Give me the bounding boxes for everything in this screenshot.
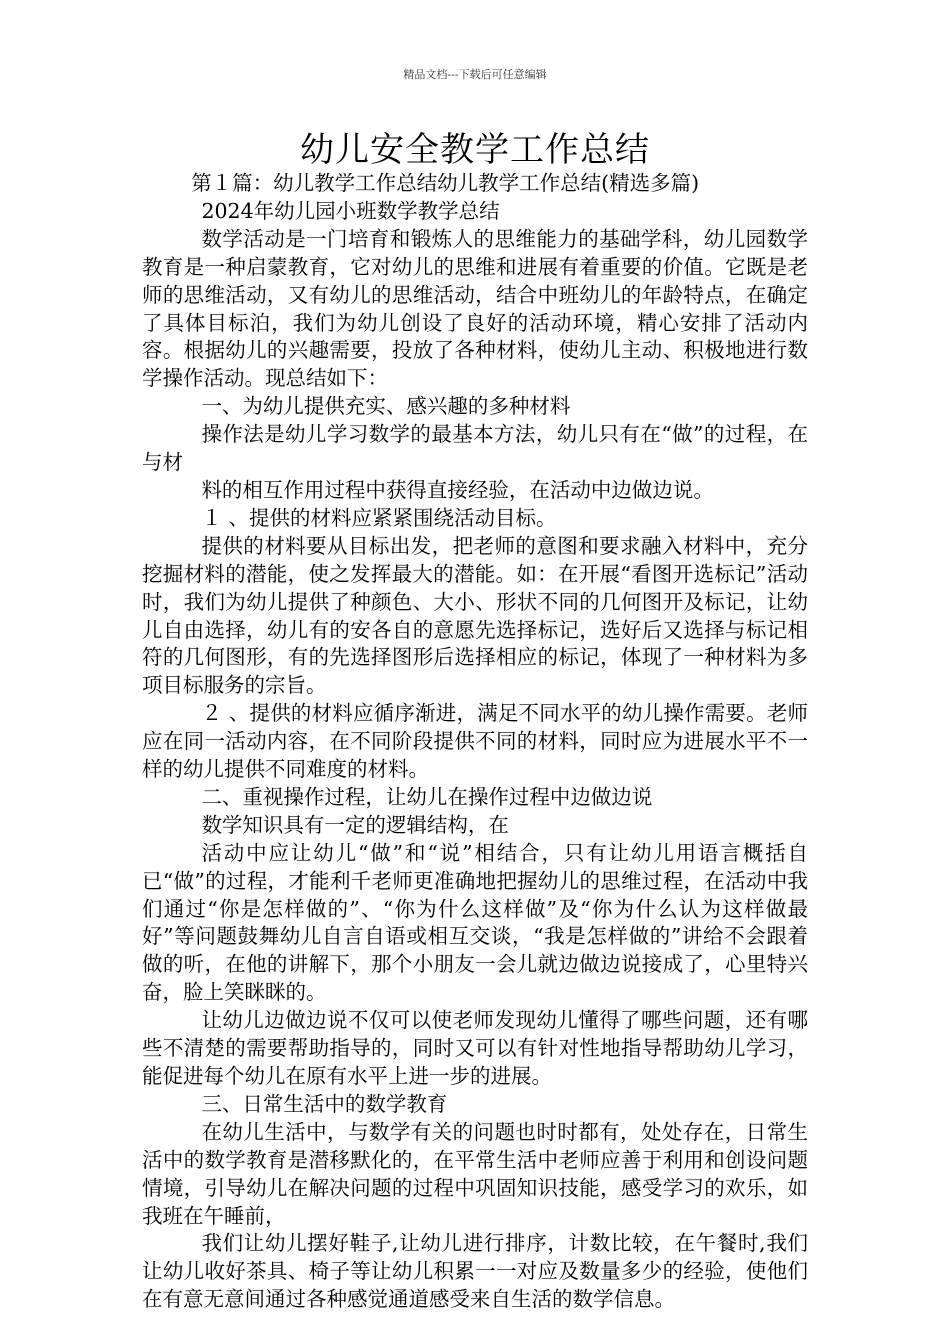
list-item-heading: １ 、提供的材料应紧紧围绕活动目标。 (201, 505, 557, 530)
section-heading: 一、为幼儿提供充实、感兴趣的多种材料 (201, 394, 571, 419)
chapter-heading: 第１篇：幼儿教学工作总结幼儿教学工作总结(精选多篇) (191, 171, 700, 195)
section-heading: 二、重视操作过程，让幼儿在操作过程中边做边说 (201, 784, 653, 809)
document-body (142, 170, 808, 1314)
page-header: 精品文档---下载后可任意编辑 (403, 68, 547, 81)
paragraph: 数学知识具有一定的逻辑结构，在 (201, 812, 509, 837)
paragraph: 料的相互作用过程中获得直接经验，在活动中边做边说。 (201, 477, 714, 502)
paragraph: 在幼儿生活中，与数学有关的问题也时时都有，处处存在，日常生活中的数学教育是潜移默化的，在平常生活中老师应善于利用和创设问题情境，引导幼儿在解决问题的过程中巩固知识技能，感受学习的欢乐，如我班在午睡前， (142, 1119, 808, 1228)
paragraph: ２ 、提供的材料应循序渐进，满足不同水平的幼儿操作需要。老师应在同一活动内容，在不同阶段提供不同的材料，同时应为进展水平不一样的幼儿提供不同难度的材料。 (142, 701, 808, 782)
paragraph: 提供的材料要从目标出发，把老师的意图和要求融入材料中，充分挖掘材料的潜能，使之发挥最大的潜能。如：在开展“看图开选标记”活动时，我们为幼儿提供了种颜色、大小、形状不同的几何图开及标记，让幼儿自由选择，幼儿有的安各自的意愿先选择标记，选好后又选择与标记相符的几何图形，有的先选择图形后选择相应的标记，体现了一种材料为多项目标服务的宗旨。 (142, 533, 808, 698)
document-title: 幼儿安全教学工作总结 (300, 130, 650, 170)
paragraph: 我们让幼儿摆好鞋子,让幼儿进行排序，计数比较，在午餐时,我们让幼儿收好茶具、椅子等让幼儿积累一一对应及数量多少的经验，使他们在有意无意间通过各种感觉通道感受来自生活的数学信息。 (142, 1231, 808, 1312)
paragraph: 数学活动是一门培育和锻炼人的思维能力的基础学科，幼儿园数学教育是一种启蒙教育，它对幼儿的思维和进展有着重要的价值。它既是老师的思维活动，又有幼儿的思维活动，结合中班幼儿的年龄特点，在确定了具体目标泊，我们为幼儿创设了良好的活动环境，精心安排了活动内容。根据幼儿的兴趣需要，投放了各种材料，使幼儿主动、积极地进行数学操作活动。现总结如下： (142, 226, 808, 391)
paragraph: 操作法是幼儿学习数学的最基本方法，幼儿只有在“做”的过程，在与材 (142, 422, 808, 475)
paragraph: 让幼儿边做边说不仅可以使老师发现幼儿懂得了哪些问题，还有哪些不清楚的需要帮助指导的，同时又可以有针对性地指导帮助幼儿学习，能促进每个幼儿在原有水平上进一步的进展。 (142, 1008, 808, 1088)
paragraph: 活动中应让幼儿“做”和“说”相结合，只有让幼儿用语言概括自已“做”的过程，才能利千老师更准确地把握幼儿的思维过程，在活动中我们通过“你是怎样做的”、“你为什么这样做”及“你为什么认为这样做最好”等问题鼓舞幼儿自言自语或相互交谈，“我是怎样做的”讲给不会跟着做的听，在他的讲解下，那个小朋友一会儿就边做边说接成了，心里特兴奋，脸上笑眯眯的。 (142, 840, 808, 1005)
section-subtitle: 2024年幼儿园小班数学教学总结 (201, 198, 500, 223)
section-heading: 三、日常生活中的数学教育 (201, 1091, 448, 1116)
